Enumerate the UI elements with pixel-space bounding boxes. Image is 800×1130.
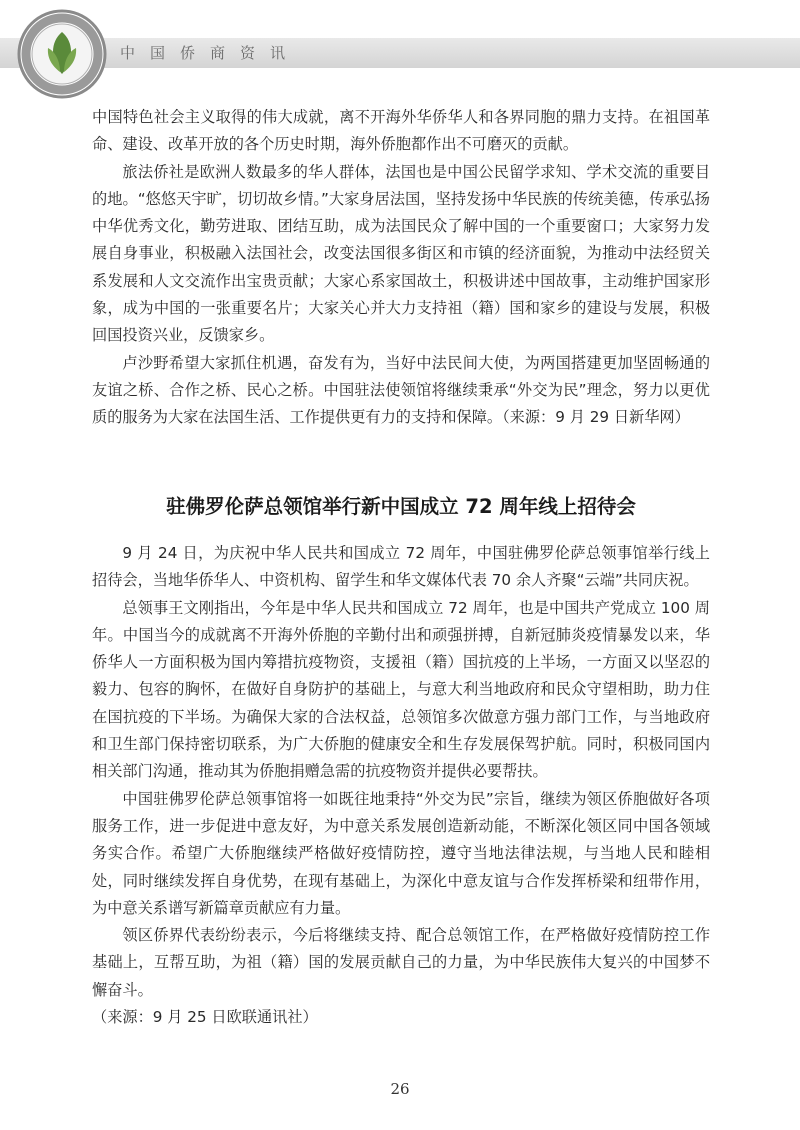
association-logo-icon — [14, 8, 110, 100]
header-title: 中国侨商资讯 — [120, 44, 301, 62]
article-title: 驻佛罗伦萨总领馆举行新中国成立 72 周年线上招待会 — [166, 495, 636, 518]
paragraph: 卢沙野希望大家抓住机遇，奋发有为，当好中法民间大使，为两国搭建更加坚固畅通的友谊之桥、合作之桥、民心之桥。中国驻法使领馆将继续秉承“外交为民”理念，努力以更优质的服务为大家在法国生活、工作提供更有力的支持和保障。 — [92, 353, 710, 427]
paragraph: 旅法侨社是欧洲人数最多的华人群体，法国也是中国公民留学求知、学术交流的重要目的地。“悠悠天宇旷，切切故乡情。”大家身居法国，坚持发扬中华民族的传统美德，传承弘扬中华优秀文化，勤劳进取、团结互助，成为法国民众了解中国的一个重要窗口；大家努力发展自身事业，积极融入法国社会，改变法国很多街区和市镇的经济面貌，为推动中法经贸关系发展和人文交流作出宝贵贡献；大家心系家国故土，积极讲述中国故事，主动维护国家形象，成为中国的一张重要名片；大家关心并大力支持祖（籍）国和家乡的建设与发展，积极回国投资兴业，反馈家乡。 — [92, 162, 710, 345]
paragraph: 领区侨界代表纷纷表示，今后将继续支持、配合总领馆工作，在严格做好疫情防控工作基础上，互帮互助，为祖（籍）国的发展贡献自己的力量，为中华民族伟大复兴的中国梦不懈奋斗。 — [92, 926, 710, 999]
paragraph: 9 月 24 日，为庆祝中华人民共和国成立 72 周年，中国驻佛罗伦萨总领事馆举行线上招待会，当地华侨华人、中资机构、留学生和华文媒体代表 70 余人齐聚“云端”共同庆祝。 — [92, 544, 710, 590]
continuation-text — [92, 104, 710, 432]
paragraph: 中国特色社会主义取得的伟大成就，离不开海外华侨华人和各界同胞的鼎力支持。在祖国革命、建设、改革开放的各个历史时期，海外侨胞都作出不可磨灭的贡献。 — [92, 108, 710, 154]
source-note: （来源：9 月 25 日欧联通讯社） — [92, 1008, 318, 1027]
article-body — [92, 540, 710, 1031]
paragraph: 总领事王文刚指出，今年是中华人民共和国成立 72 周年，也是中国共产党成立 100 周年。中国当今的成就离不开海外侨胞的辛勤付出和顽强拼搏，自新冠肺炎疫情暴发以来，华侨华人一方面积极为国内筹措抗疫物资，支援祖（籍）国抗疫的上半场，一方面又以坚忍的毅力、包容的胸怀，在做好自身防护的基础上，与意大利当地政府和民众守望相助，助力住在国抗疫的下半场。为确保大家的合法权益，总领馆多次做意方强力部门工作，与当地政府和卫生部门保持密切联系，为广大侨胞的健康安全和生存发展保驾护航。同时，积极同国内相关部门沟通，推动其为侨胞捐赠急需的抗疫物资并提供必要帮扶。 — [92, 598, 710, 781]
page-number: 26 — [390, 1080, 410, 1098]
paragraph: 中国驻佛罗伦萨总领事馆将一如既往地秉持“外交为民”宗旨，继续为领区侨胞做好各项服务工作，进一步促进中意友好，为中意关系发展创造新动能，不断深化领区同中国各领域务实合作。希望广大侨胞继续严格做好疫情防控，遵守当地法律法规，与当地人民和睦相处，同时继续发挥自身优势，在现有基础上，为深化中意友谊与合作发挥桥梁和纽带作用，为中意关系谱写新篇章贡献应有力量。 — [92, 789, 710, 917]
source-note: （来源：9 月 29 日新华网） — [502, 408, 690, 427]
